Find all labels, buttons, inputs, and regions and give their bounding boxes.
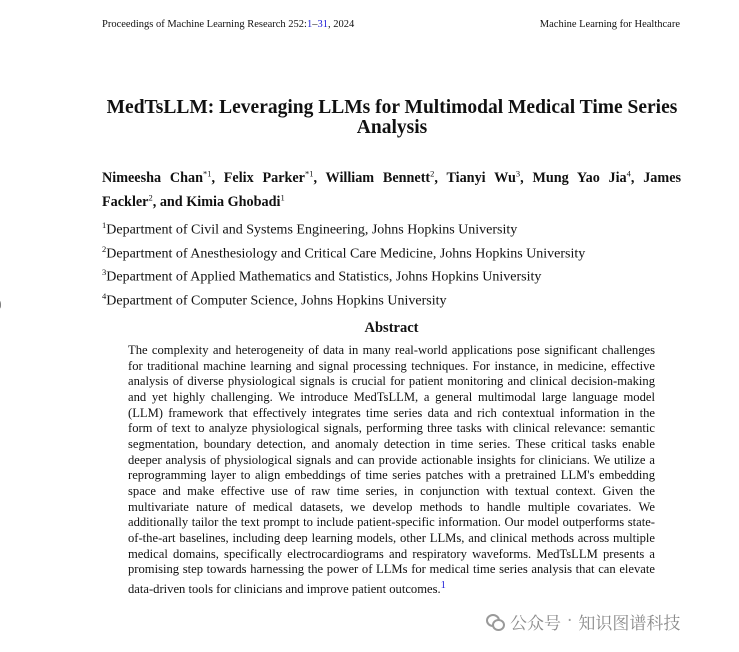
affiliation: $^3$Department of Applied Mathematics and Statistics, Johns Hopkins University [102, 267, 542, 285]
affiliation: $^2$Department of Anesthesiology and Critical Care Medicine, Johns Hopkins University [102, 243, 586, 262]
affiliation-list [102, 216, 702, 311]
author: Nimeesha Chan$^{*1}$, [102, 168, 224, 186]
author-list [102, 163, 681, 212]
page-link-start[interactable]: 1 [306, 19, 313, 30]
wechat-icon [486, 612, 504, 630]
page-link-end[interactable]: 31 [317, 19, 328, 30]
abstract-heading: Abstract [364, 320, 419, 336]
proceedings-citation: Proceedings of Machine Learning Research 252:1–31, 2024 [102, 19, 355, 30]
abstract-body: The complexity and heterogeneity of data in many real-world applications pose significant challenges for traditional machine learning and signal processing techniques. For instance, in medicine, effective analysis of diverse physiological signals is crucial for patient monitoring and clinical decision-making and yet highly challenging. We introduce MedTsLLM, a general multimodal large language model (LLM) framework that effectively integrates time series data and rich contextual information in the form of text to analyze physiological signals, performing three tasks with clinical relevance: semantic segmentation, boundary detection, and anomaly detection in time series. These critical tasks enable deeper analysis of physiological signals and can provide actionable insights for clinicians. We utilize a reprogramming layer to align embeddings of time series patches with a pretrained LLM's embedding space and make effective use of raw time series, in conjunction with textual context. Given the multivariate nature of medical datasets, we develop methods to handle multiple covariates. We additionally tailor the text prompt to include patient-specific information. Our model outperforms state-of-the-art baselines, including deep learning models, other LLMs, and clinical methods across multiple medical domains, specifically electrocardiograms and respiratory waveforms. MedTsLLM presents a promising step towards harnessing the power of LLMs for medical time series analysis that can elevate data-driven tools for clinicians and improve patient outcomes.$^1$ [128, 343, 655, 597]
footnote-link[interactable]: 1 [440, 579, 446, 591]
paper-title: MedTsLLM: Leveraging LLMs for Multimodal Medical Time Series Analysis [106, 97, 678, 138]
wechat-watermark: 公众号 · 知识图谱科技 [482, 608, 684, 634]
author: Tianyi Wu$^3$, [446, 168, 533, 186]
author: Mung Yao Jia$^4$, [532, 168, 644, 186]
venue-name: Machine Learning for Healthcare [539, 19, 680, 30]
author: William Bennett$^2$, [325, 168, 447, 186]
affiliation: $^4$Department of Computer Science, Johns Hopkins University [102, 290, 447, 309]
author: Felix Parker$^{*1}$, [223, 168, 326, 186]
affiliation: $^1$Department of Civil and Systems Engineering, Johns Hopkins University [102, 220, 518, 238]
arxiv-identifier-stamp [0, 245, 2, 652]
author: James Fackler$^2$, and [102, 169, 682, 211]
running-header [102, 19, 680, 33]
author: Kimia Ghobadi$^1$ [186, 192, 285, 211]
